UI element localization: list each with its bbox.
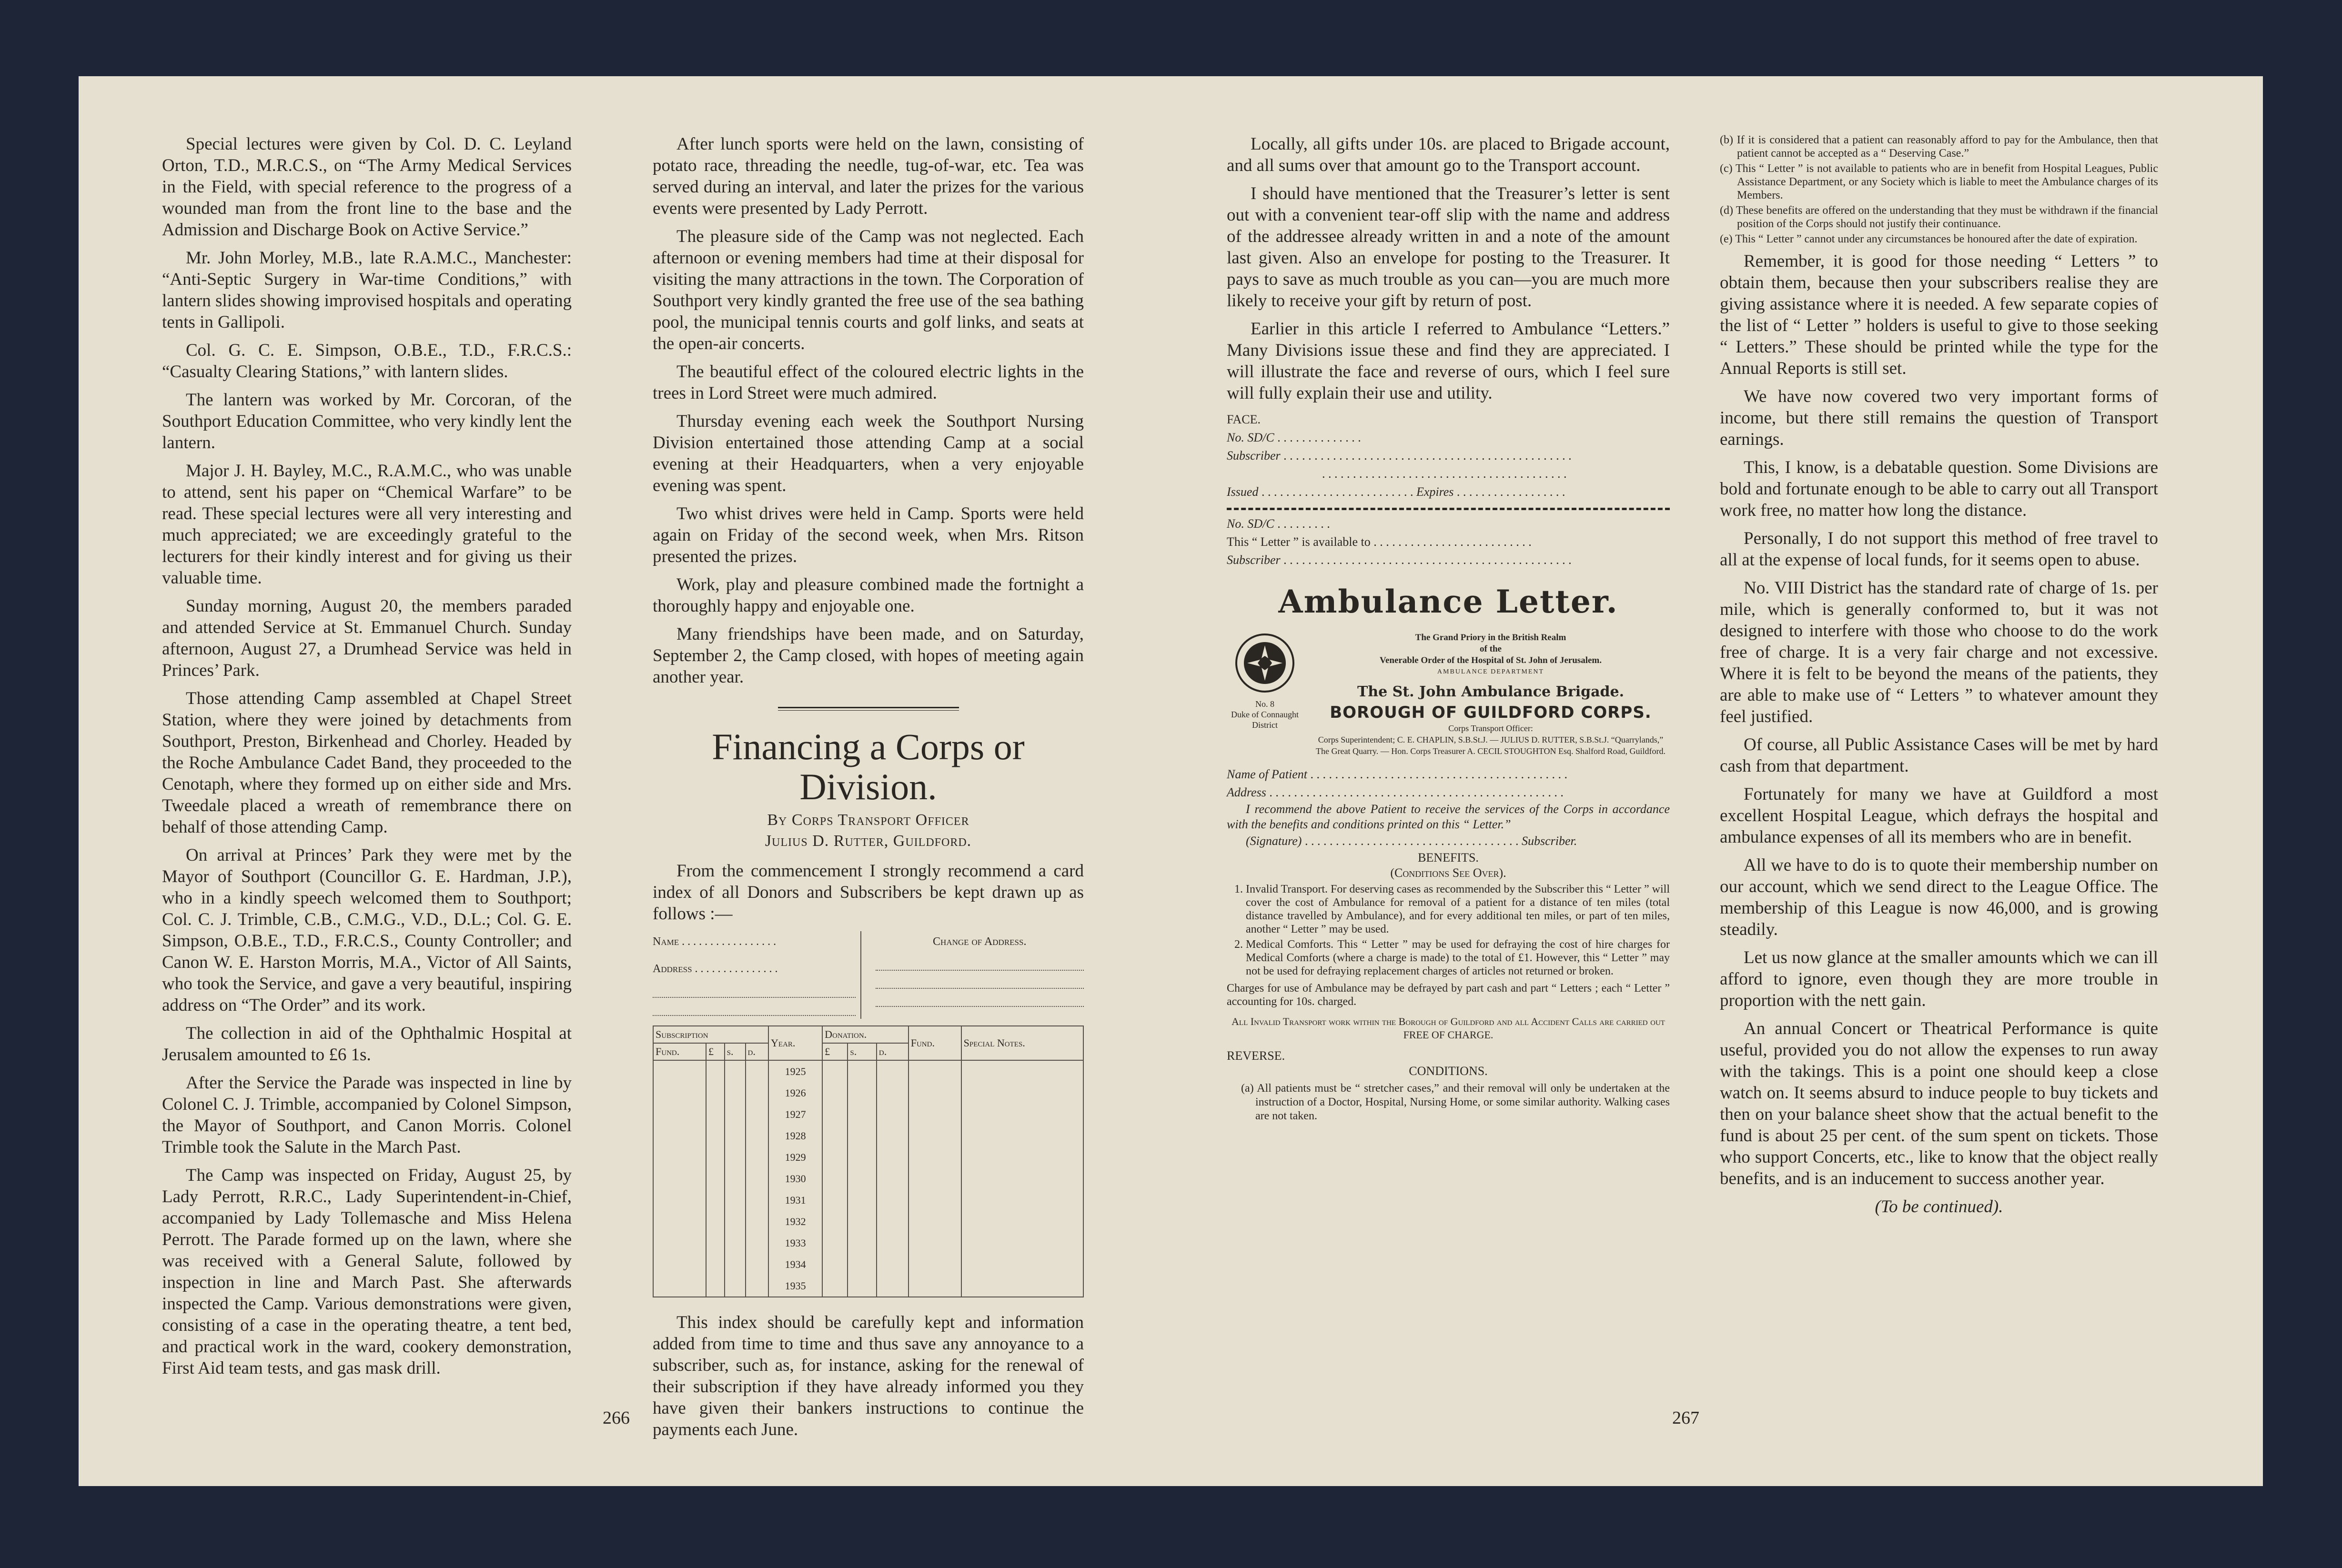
paragraph: The lantern was worked by Mr. Corcoran, of the Southport Education Committee, who very kindly lent the lantern.: [162, 390, 572, 452]
ledger-blank-cell: [706, 1082, 725, 1104]
ledger-blank-cell: [653, 1125, 706, 1146]
ledger-blank-cell: [746, 1060, 769, 1082]
form-subscriber-label-2: Subscriber: [1227, 553, 1281, 567]
ledger-blank-cell: [706, 1254, 725, 1275]
paragraph: After lunch sports were held on the lawn, consisting of potato race, threading the needle, tug-of-war, etc. Tea was served during an interval, and later the prizes for the various events were presented by Lady Perrott.: [653, 134, 1084, 218]
paragraph: Col. G. C. E. Simpson, O.B.E., T.D., F.R.C.S.: “Casualty Clearing Stations,” with lantern slides.: [162, 341, 572, 382]
paragraph: Fortunately for many we have at Guildford a most excellent Hospital League, which defrays the hospital and ambulance expenses of all its members who are in benefit.: [1720, 784, 2158, 847]
patient-section: Name of Patient . . . . . . . . . . . . . . . . . . . . . . . . . . . . . . . . . . . . . . . . . . Address . . . . . . . . . . . . . . . . . . . . . . . . . . . . . . . . . . . . . . . . . . . . . . . . I recommend the above Patient to receive the services of the Corps in accordance with the benefits and conditions printed on this “ Letter.” (Signature) . . . . . . . . . . . . . . . . . . . . . . . . . . . . . . . . . . . Subscriber.: [1227, 767, 1670, 848]
ledger-year-cell: 1928: [768, 1125, 822, 1146]
patient-recommendation: I recommend the above Patient to receive the services of the Corps in accordance with the benefits and conditions printed on this “ Letter.”: [1227, 802, 1670, 831]
paragraph: I should have mentioned that the Treasurer’s letter is sent out with a convenient tear-off slip with the name and address of the addressee already written in and a note of the amount last given. Also an envelope for posting to the Treasurer. It pays to save as much trouble as you can—you are much more likely to receive your gift by return of post.: [1227, 184, 1670, 311]
ledger-blank-cell: [877, 1275, 909, 1297]
ledger-blank-cell: [877, 1232, 909, 1254]
tear-off-line: [1227, 508, 1670, 510]
paragraph: The pleasure side of the Camp was not neglected. Each afternoon or evening members had time at their disposal for visiting the many attractions in the town. The Corporation of Southport very kindly granted the free use of the sea bathing pool, the municipal tennis courts and golf links, and seats at the open-air concerts.: [653, 227, 1084, 353]
ledger-blank-cell: [725, 1254, 746, 1275]
ledger-blank-cell: [746, 1275, 769, 1297]
paragraph: Mr. John Morley, M.B., late R.A.M.C., Manchester: “Anti-Septic Surgery in War-time Conditions,” with lantern slides showing improvised hospitals and operating tents in Gallipoli.: [162, 248, 572, 332]
ledger-blank-cell: [746, 1211, 769, 1232]
card-name-label: Name: [653, 935, 679, 948]
ledger-blank-cell: [909, 1211, 961, 1232]
badge-column: [1227, 632, 1303, 730]
ledger-blank-cell: [909, 1168, 961, 1189]
left-column-2: [653, 133, 1084, 1447]
paragraph: Many friendships have been made, and on Saturday, September 2, the Camp closed, with hopes of meeting again another year.: [653, 624, 1084, 687]
ledger-pounds-header: £: [706, 1043, 725, 1060]
benefits-list: [1227, 883, 1670, 978]
ledger-blank-cell: [725, 1104, 746, 1125]
form-subscriber-label: Subscriber: [1227, 449, 1281, 462]
paragraph: The beautiful effect of the coloured electric lights in the trees in Lord Street were much admired.: [653, 362, 1084, 403]
left-column-1: [162, 133, 572, 1386]
ledger-blank-cell: [725, 1146, 746, 1168]
condition-item: (e) This “ Letter ” cannot under any circumstances be honoured after the date of expiration.: [1720, 233, 2138, 245]
ledger-blank-cell: [653, 1254, 706, 1275]
ledger-year-cell: 1931: [768, 1189, 822, 1211]
ledger-blank-cell: [653, 1189, 706, 1211]
paragraph: After the Service the Parade was inspected in line by Colonel C. J. Trimble, accompanied by Colonel Simpson, the Mayor of Southport, and Canon Morris. Colonel Trimble took the Salute in the March Past.: [162, 1073, 572, 1157]
ledger-blank-cell: [746, 1189, 769, 1211]
ledger-blank-cell: [822, 1168, 848, 1189]
benefits-subtitle: (Conditions See Over).: [1390, 866, 1506, 880]
dotted-line: [876, 992, 1084, 1007]
letterhead-borough: BOROUGH OF GUILDFORD CORPS.: [1330, 703, 1652, 722]
paragraph: On arrival at Princes’ Park they were met by the Mayor of Southport (Councillor G. E. Hardman, J.P.), who in a kindly speech welcomed them to Southport; Col. C. J. Trimble, C.B., C.M.G., V.D., D.L.; Col. G. E. Simpson, O.B.E., T.D., F.R.C.S., County Controller; and Canon W. E. Harston Morris, M.A., Victor of All Saints, who took the Service, and gave a very beautiful, inspiring address on “The Order” and its work.: [162, 845, 572, 1015]
signature-label: (Signature): [1246, 834, 1302, 848]
paragraph: Major J. H. Bayley, M.C., R.A.M.C., who was unable to attend, sent his paper on “Chemical Warfare” to be read. These special lectures were all very interesting and much appreciated; we are exceedingly grateful to the lecturers for their kindly interest and for giving us their valuable time.: [162, 461, 572, 588]
ledger-blank-cell: [909, 1082, 961, 1104]
ledger-blank-cell: [848, 1146, 876, 1168]
paragraph: Of course, all Public Assistance Cases will be met by hard cash from that department.: [1720, 735, 2158, 776]
ledger-blank-cell: [653, 1168, 706, 1189]
ledger-blank-cell: [848, 1104, 876, 1125]
ledger-blank-cell: [909, 1189, 961, 1211]
ledger-blank-cell: [961, 1275, 1083, 1297]
ledger-blank-cell: [909, 1060, 961, 1082]
dotted-line: [876, 955, 1084, 971]
form-expires-label: Expires: [1416, 485, 1454, 499]
patient-address-label: Address: [1227, 785, 1266, 799]
ledger-blank-cell: [725, 1060, 746, 1082]
ledger-blank-cell: [877, 1146, 909, 1168]
ledger-row: [653, 1168, 1083, 1189]
ledger-blank-cell: [961, 1125, 1083, 1146]
ledger-blank-cell: [653, 1082, 706, 1104]
ledger-blank-cell: [822, 1060, 848, 1082]
paragraph: Work, play and pleasure combined made the fortnight a thoroughly happy and enjoyable one.: [653, 575, 1084, 616]
ledger-blank-cell: [848, 1168, 876, 1189]
article-author: Julius D. Rutter, Guildford.: [765, 832, 972, 850]
form-no-label-2: No. SD/C: [1227, 517, 1274, 531]
ledger-blank-cell: [706, 1060, 725, 1082]
free-of-charge-note: All Invalid Transport work within the Borough of Guildford and all Accident Calls are carried out FREE OF CHARGE.: [1232, 1015, 1665, 1041]
ledger-blank-cell: [909, 1125, 961, 1146]
conditions-continued: [1720, 133, 2158, 246]
face-label: FACE.: [1227, 412, 1261, 426]
card-left: Name . . . . . . . . . . . . . . . . . Address . . . . . . . . . . . . . . .: [653, 931, 861, 1019]
condition-item: (d) These benefits are offered on the understanding that they must be withdrawn if the financial position of the Corps should not justify their continuance.: [1720, 204, 2158, 230]
ledger-blank-cell: [706, 1146, 725, 1168]
letterhead-brigade: The St. John Ambulance Brigade.: [1357, 683, 1625, 700]
ledger-blank-cell: [877, 1082, 909, 1104]
ledger-shillings-header: s.: [848, 1043, 876, 1060]
letterhead-corps-officer: Corps Transport Officer:: [1448, 724, 1533, 733]
paragraph: Those attending Camp assembled at Chapel Street Station, where they were joined by detachments from Southport, Preston, Birkenhead and Chorley. Headed by the Roche Ambulance Cadet Band, they proceeded to the Cenotaph, where they formed up on either side and Mrs. Tweedale placed a wreath of remembrance there on behalf of those attending Camp.: [162, 689, 572, 837]
card-index-form: [653, 931, 1084, 1019]
ledger-blank-cell: [961, 1104, 1083, 1125]
article-outro: This index should be carefully kept and information added from time to time and thus save any annoyance to a subscriber, such as, for instance, asking for the renewal of their subscription if they have already informed you they have given their bankers instructions to continue the payments each June.: [653, 1313, 1084, 1439]
ledger-blank-cell: [909, 1254, 961, 1275]
ambulance-letter-title: Ambulance Letter.: [1278, 583, 1618, 620]
ledger-blank-cell: [746, 1104, 769, 1125]
page-number: 266: [603, 1408, 630, 1428]
article-intro: From the commencement I strongly recommend a card index of all Donors and Subscribers be kept drawn up as follows :—: [653, 861, 1084, 924]
letterhead-text: [1312, 632, 1670, 757]
paragraph: The collection in aid of the Ophthalmic Hospital at Jerusalem amounted to £6 1s.: [162, 1024, 572, 1065]
ledger-row: [653, 1275, 1083, 1297]
benefit-item: 1. Invalid Transport. For deserving cases as recommended by the Subscriber this “ Letter ” will cover the cost of Ambulance for removal of a patient for a distance of ten miles (total distance travelled by Ambulance), and for every additional ten miles, or part of ten miles, another “ Letter ” may be used.: [1246, 883, 1670, 936]
ledger-special-header: Special Notes.: [961, 1026, 1083, 1060]
ledger-pence-header: d.: [746, 1043, 769, 1060]
ledger-blank-cell: [961, 1232, 1083, 1254]
ledger-blank-cell: [746, 1146, 769, 1168]
ledger-blank-cell: [725, 1189, 746, 1211]
ledger-blank-cell: [653, 1211, 706, 1232]
ledger-blank-cell: [848, 1060, 876, 1082]
ledger-blank-cell: [822, 1189, 848, 1211]
ledger-blank-cell: [848, 1082, 876, 1104]
badge-district: Duke of Connaught District: [1231, 710, 1299, 730]
ledger-blank-cell: [848, 1125, 876, 1146]
paragraph: This, I know, is a debatable question. Some Divisions are bold and fortunate enough to be able to carry out all Transport work free, no matter how long the distance.: [1720, 458, 2158, 520]
ledger-blank-cell: [822, 1232, 848, 1254]
ledger-blank-cell: [725, 1211, 746, 1232]
form-no-label: No. SD/C: [1227, 431, 1274, 444]
ledger-blank-cell: [822, 1104, 848, 1125]
ledger-year-header: Year.: [768, 1026, 822, 1060]
paragraph: Personally, I do not support this method of free travel to all at the expense of local funds, for it seems open to abuse.: [1720, 529, 2158, 570]
to-be-continued: (To be continued).: [1875, 1197, 2003, 1216]
article-byline: By Corps Transport Officer: [767, 811, 969, 829]
ledger-blank-cell: [877, 1211, 909, 1232]
ledger-fund-header: Fund.: [909, 1026, 961, 1060]
ledger-blank-cell: [653, 1104, 706, 1125]
ledger-row: [653, 1104, 1083, 1125]
ledger-blank-cell: [822, 1275, 848, 1297]
ledger-pence-header: d.: [877, 1043, 909, 1060]
ledger-blank-cell: [746, 1232, 769, 1254]
ledger-blank-cell: [822, 1082, 848, 1104]
ledger-blank-cell: [909, 1146, 961, 1168]
ledger-row: [653, 1146, 1083, 1168]
ledger-blank-cell: [848, 1275, 876, 1297]
ledger-year-cell: 1929: [768, 1146, 822, 1168]
ledger-blank-cell: [725, 1232, 746, 1254]
card-right: [876, 931, 1084, 1019]
letterhead-department: AMBULANCE DEPARTMENT: [1437, 668, 1545, 675]
ledger-blank-cell: [909, 1275, 961, 1297]
ledger-fund-header: Fund.: [653, 1043, 706, 1060]
ledger-year-cell: 1933: [768, 1232, 822, 1254]
patient-name-label: Name of Patient: [1227, 767, 1307, 781]
condition-a: (a) All patients must be “ stretcher cases,” and their removal will only be undertaken at the instruction of a Doctor, Hospital, Nursing Home, or some similar authority. Walking cases are not taken.: [1241, 1082, 1670, 1122]
paragraph: An annual Concert or Theatrical Performance is quite useful, provided you do not allow the expenses to run away with the takings. This is a point one should keep a close watch on. It seems absurd to induce people to buy tickets and then on your balance sheet show that the actual benefit to the fund is about 25 per cent. of the sum spent on tickets. Those who support Concerts, etc., like to know that the object really benefits, and is an inducement to success another year.: [1720, 1019, 2158, 1188]
condition-item: (b) If it is considered that a patient can reasonably afford to pay for the Ambulance, then that patient cannot be accepted as a “ Deserving Case.”: [1720, 134, 2158, 160]
paragraph: No. VIII District has the standard rate of charge of 1s. per mile, which is generally conformed to, but it was not designed to interfere with those who choose to do the work free of charge. It is a very fair charge and not excessive. Where it is felt to be beyond the means of the patients, they are able to make use of “ Letters ” to whatever amount they feel justified.: [1720, 578, 2158, 726]
ledger-body: [653, 1060, 1083, 1297]
letter-face-form: FACE. No. SD/C . . . . . . . . . . . . . . Subscriber . . . . . . . . . . . . . . . . . . . . . . . . . . . . . . . . . . . . . . . . . . . . . . . . . . . . . . . . . . . . . . . . . . . . . . . . . . . . . . . . . . . . . . . Issued . . . . . . . . . . . . . . . . . . . . . . . . . Expires . . . . . . . . . . . . . . . . . . No. SD/C . . . . . . . . . This “ Letter ” is available to . . . . . . . . . . . . . . . . . . . . . . . . . . Subscriber . . . . . . . . . . . . . . . . . . . . . . . . . . . . . . . . . . . . . . . . . . . . . . .: [1227, 411, 1670, 569]
ledger-year-cell: 1926: [768, 1082, 822, 1104]
ledger-blank-cell: [909, 1104, 961, 1125]
ledger-blank-cell: [706, 1211, 725, 1232]
ledger-blank-cell: [848, 1189, 876, 1211]
ledger-blank-cell: [877, 1125, 909, 1146]
ledger-blank-cell: [746, 1168, 769, 1189]
charges-note: Charges for use of Ambulance may be defrayed by part cash and part “ Letters ; each “ Letter ” accounting for 10s. charged.: [1227, 982, 1670, 1008]
badge-number: No. 8: [1255, 699, 1274, 709]
paragraph: Earlier in this article I referred to Ambulance “Letters.” Many Divisions issue these and find they are appreciated. I will illustrate the face and reverse of ours, which I feel sure will fully explain their use and utility.: [1227, 319, 1670, 403]
ledger-year-cell: 1935: [768, 1275, 822, 1297]
benefit-item: 2. Medical Comforts. This “ Letter ” may be used for defraying the cost of hire charges for Medical Comforts (where a charge is made) to the total of £1. However, this “ Letter ” may not be used for defraying replacement charges of articles not returned or broken.: [1246, 938, 1670, 978]
dotted-line: [653, 1001, 856, 1016]
ledger-blank-cell: [725, 1125, 746, 1146]
letterhead-of-the: of the: [1480, 644, 1502, 654]
form-available-label: This “ Letter ” is available to: [1227, 535, 1371, 549]
ledger-blank-cell: [706, 1189, 725, 1211]
right-column-1: [1227, 133, 1670, 1126]
card-address-label: Address: [653, 963, 692, 975]
section-divider: [778, 707, 959, 711]
form-issued-label: Issued: [1227, 485, 1259, 499]
paragraph: We have now covered two very important forms of income, but there still remains the question of Transport earnings.: [1720, 387, 2158, 449]
ledger-year-cell: 1925: [768, 1060, 822, 1082]
ledger-blank-cell: [822, 1211, 848, 1232]
ledger-year-cell: 1932: [768, 1211, 822, 1232]
dotted-line: [653, 983, 856, 998]
ledger-blank-cell: [706, 1232, 725, 1254]
ledger-blank-cell: [725, 1168, 746, 1189]
ledger-donation-header: Donation.: [822, 1026, 909, 1043]
paragraph: Special lectures were given by Col. D. C. Leyland Orton, T.D., M.R.C.S., on “The Army Medical Services in the Field, with special reference to the progress of a wounded man from the front line to the base and the Admission and Discharge Book on Active Service.”: [162, 134, 572, 240]
ledger-year-cell: 1930: [768, 1168, 822, 1189]
ledger-blank-cell: [725, 1275, 746, 1297]
ledger-blank-cell: [822, 1254, 848, 1275]
st-john-badge-icon: [1234, 632, 1296, 694]
ledger-blank-cell: [653, 1146, 706, 1168]
ledger-blank-cell: [706, 1275, 725, 1297]
conditions-title: CONDITIONS.: [1409, 1064, 1488, 1078]
ledger-row: [653, 1254, 1083, 1275]
ledger-blank-cell: [961, 1254, 1083, 1275]
ledger-blank-cell: [877, 1104, 909, 1125]
ledger-blank-cell: [706, 1168, 725, 1189]
ledger-subscription-header: Subscription: [653, 1026, 768, 1043]
ledger-pounds-header: £: [822, 1043, 848, 1060]
ledger-row: [653, 1211, 1083, 1232]
ledger-blank-cell: [848, 1211, 876, 1232]
paragraph: The Camp was inspected on Friday, August 25, by Lady Perrott, R.R.C., Lady Superintendent-in-Chief, accompanied by Lady Tollemasche and Miss Helena Perrott. The Parade formed up on the lawn, where she was received with a General Salute, followed by inspection in line and March Past. She afterwards inspected the Camp. Various demonstrations were given, consisting of a case in the operating theatre, a tent bed, and practical work in the ward, cookery demonstration, First Aid team tests, and gas mask drill.: [162, 1166, 572, 1378]
letterhead-priory: The Grand Priory in the British Realm: [1415, 633, 1566, 643]
ledger-row: [653, 1060, 1083, 1082]
ledger-blank-cell: [961, 1189, 1083, 1211]
ledger-blank-cell: [961, 1211, 1083, 1232]
paragraph: Remember, it is good for those needing “ Letters ” to obtain them, because then your subscribers realise they are giving assistance where it is needed. A few separate copies of the list of “ Letter ” holders is useful to give to those seeking “ Letters.” These should be printed while the type for the Annual Reports is still set.: [1720, 251, 2158, 378]
ledger-blank-cell: [746, 1082, 769, 1104]
left-page: [79, 76, 1155, 1486]
ledger-blank-cell: [909, 1232, 961, 1254]
ledger-blank-cell: [877, 1168, 909, 1189]
ledger-blank-cell: [961, 1168, 1083, 1189]
paragraph: Locally, all gifts under 10s. are placed to Brigade account, and all sums over that amount go to the Transport account.: [1227, 134, 1670, 175]
ledger-blank-cell: [877, 1189, 909, 1211]
ledger-blank-cell: [706, 1125, 725, 1146]
ledger-blank-cell: [961, 1082, 1083, 1104]
right-column-2: [1720, 133, 2158, 1217]
reverse-label: REVERSE.: [1227, 1049, 1285, 1063]
ledger-row: [653, 1189, 1083, 1211]
benefits-title: BENEFITS.: [1418, 851, 1479, 864]
ledger-year-cell: 1927: [768, 1104, 822, 1125]
ledger-row: [653, 1232, 1083, 1254]
paragraph: Sunday morning, August 20, the members paraded and attended Service at St. Emmanuel Church. Sunday afternoon, August 27, a Drumhead Service was held in Princes’ Park.: [162, 596, 572, 680]
article-title: Financing a Corps or Division.: [712, 726, 1025, 807]
card-change-label: Change of Address.: [933, 935, 1027, 948]
ledger-blank-cell: [725, 1082, 746, 1104]
ledger-shillings-header: s.: [725, 1043, 746, 1060]
paragraph: Let us now glance at the smaller amounts which we can ill afford to ignore, even though they are more trouble in proportion with the nett gain.: [1720, 948, 2158, 1010]
ledger-blank-cell: [822, 1125, 848, 1146]
paragraph: Thursday evening each week the Southport Nursing Division entertained those attending Camp at a social evening at their Headquarters, when a very enjoyable evening was spent.: [653, 412, 1084, 495]
ledger-blank-cell: [653, 1060, 706, 1082]
ledger-blank-cell: [653, 1275, 706, 1297]
ledger-blank-cell: [653, 1232, 706, 1254]
ledger-year-cell: 1934: [768, 1254, 822, 1275]
page-number: 267: [1672, 1408, 1699, 1428]
ledger-blank-cell: [848, 1232, 876, 1254]
ledger-blank-cell: [848, 1254, 876, 1275]
ledger-row: [653, 1082, 1083, 1104]
ledger-blank-cell: [961, 1060, 1083, 1082]
right-page: [1155, 76, 2263, 1486]
letterhead-officers: Corps Superintendent; C. E. CHAPLIN, S.B.St.J. — JULIUS D. RUTTER, S.B.St.J. “Quarrylands,” The Great Quarry. — Hon. Corps Treasurer A. CECIL STOUGHTON Esq. Shalford Road, Guildford.: [1316, 735, 1666, 756]
paragraph: Two whist drives were held in Camp. Sports were held again on Friday of the second week, when Mrs. Ritson presented the prizes.: [653, 504, 1084, 566]
ledger-row: [653, 1125, 1083, 1146]
ledger-blank-cell: [877, 1254, 909, 1275]
ledger-blank-cell: [746, 1125, 769, 1146]
ledger-blank-cell: [877, 1060, 909, 1082]
condition-item: (c) This “ Letter ” is not available to patients who are in benefit from Hospital Leagues, Public Assistance Department, or any Society which is liable to meet the Ambulance charges of its Members.: [1720, 162, 2158, 201]
ledger-blank-cell: [706, 1104, 725, 1125]
signature-subscriber-label: Subscriber.: [1521, 834, 1577, 848]
paragraph: All we have to do is to quote their membership number on our account, which we send direct to the League Office. The membership of this League is now 46,000, and is growing steadily.: [1720, 855, 2158, 939]
ledger-blank-cell: [961, 1146, 1083, 1168]
ledger-table: [653, 1025, 1084, 1297]
ledger-blank-cell: [822, 1146, 848, 1168]
dotted-line: [876, 974, 1084, 989]
ledger-blank-cell: [746, 1254, 769, 1275]
letterhead-order: Venerable Order of the Hospital of St. John of Jerusalem.: [1379, 655, 1602, 665]
letterhead: [1227, 632, 1670, 757]
